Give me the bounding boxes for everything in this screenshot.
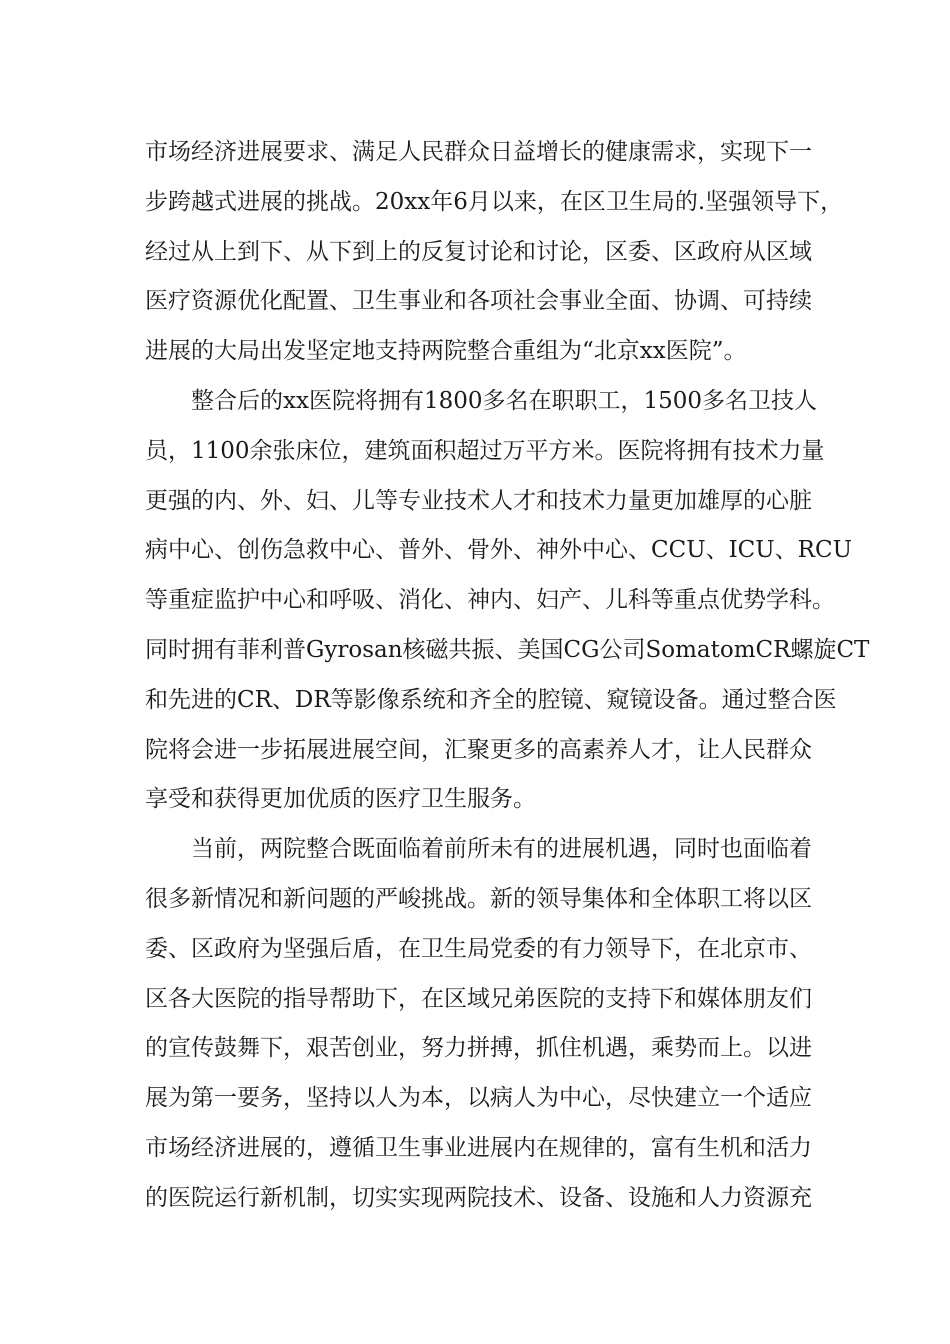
text-line: 享受和获得更加优质的医疗卫生服务。: [145, 786, 536, 813]
text-line: 很多新情况和新问题的严峻挑战。新的领导集体和全体职工将以区: [145, 885, 812, 912]
text-line: 委、区政府为坚强后盾，在卫生局党委的有力领导下，在北京市、: [145, 935, 812, 962]
paragraph-1: [145, 128, 844, 377]
text-line: 市场经济进展的，遵循卫生事业进展内在规律的，富有生机和活力: [145, 1134, 812, 1161]
text-line: 当前，两院整合既面临着前所未有的进展机遇，同时也面临着: [191, 836, 812, 863]
text-line: 整合后的xx医院将拥有1800多名在职职工，1500多名卫技人: [191, 387, 818, 414]
text-line: 和先进的CR、DR等影像系统和齐全的腔镜、窥镜设备。通过整合医: [145, 686, 837, 713]
text-line: 市场经济进展要求、满足人民群众日益增长的健康需求，实现下一: [145, 139, 812, 165]
text-line: 的医院运行新机制，切实实现两院技术、设备、设施和人力资源充: [145, 1184, 812, 1211]
text-line: 的宣传鼓舞下，艰苦创业，努力拼搏，抓住机遇，乘势而上。以进: [145, 1035, 812, 1062]
text-line: 更强的内、外、妇、儿等专业技术人才和技术力量更加雄厚的心脏: [145, 487, 812, 514]
document-body: [145, 128, 870, 1224]
text-line: 经过从上到下、从下到上的反复讨论和讨论，区委、区政府从区域: [145, 238, 812, 265]
text-line: 步跨越式进展的挑战。20xx年6月以来，在区卫生局的.坚强领导下，: [145, 188, 844, 215]
text-line: 区各大医院的指导帮助下，在区域兄弟医院的支持下和媒体朋友们: [145, 985, 812, 1012]
text-line: 展为第一要务，坚持以人为本，以病人为中心，尽快建立一个适应: [145, 1085, 812, 1112]
text-line: 员，1100余张床位，建筑面积超过万平方米。医院将拥有技术力量: [145, 437, 825, 464]
text-line: 医疗资源优化配置、卫生事业和各项社会事业全面、协调、可持续: [145, 288, 812, 315]
text-line: 等重症监护中心和呼吸、消化、神内、妇产、儿科等重点优势学科。: [145, 587, 835, 614]
text-line: 进展的大局出发坚定地支持两院整合重组为“北京xx医院”。: [145, 338, 747, 365]
text-line: 院将会进一步拓展进展空间，汇聚更多的高素养人才，让人民群众: [145, 736, 812, 763]
paragraph-3: [145, 825, 810, 1223]
text-line: 病中心、创伤急救中心、普外、骨外、神外中心、CCU、ICU、RCU: [145, 537, 852, 564]
text-line: 同时拥有菲利普Gyrosan核磁共振、美国CG公司SomatomCR螺旋CT: [145, 636, 870, 663]
paragraph-2: [145, 377, 870, 825]
